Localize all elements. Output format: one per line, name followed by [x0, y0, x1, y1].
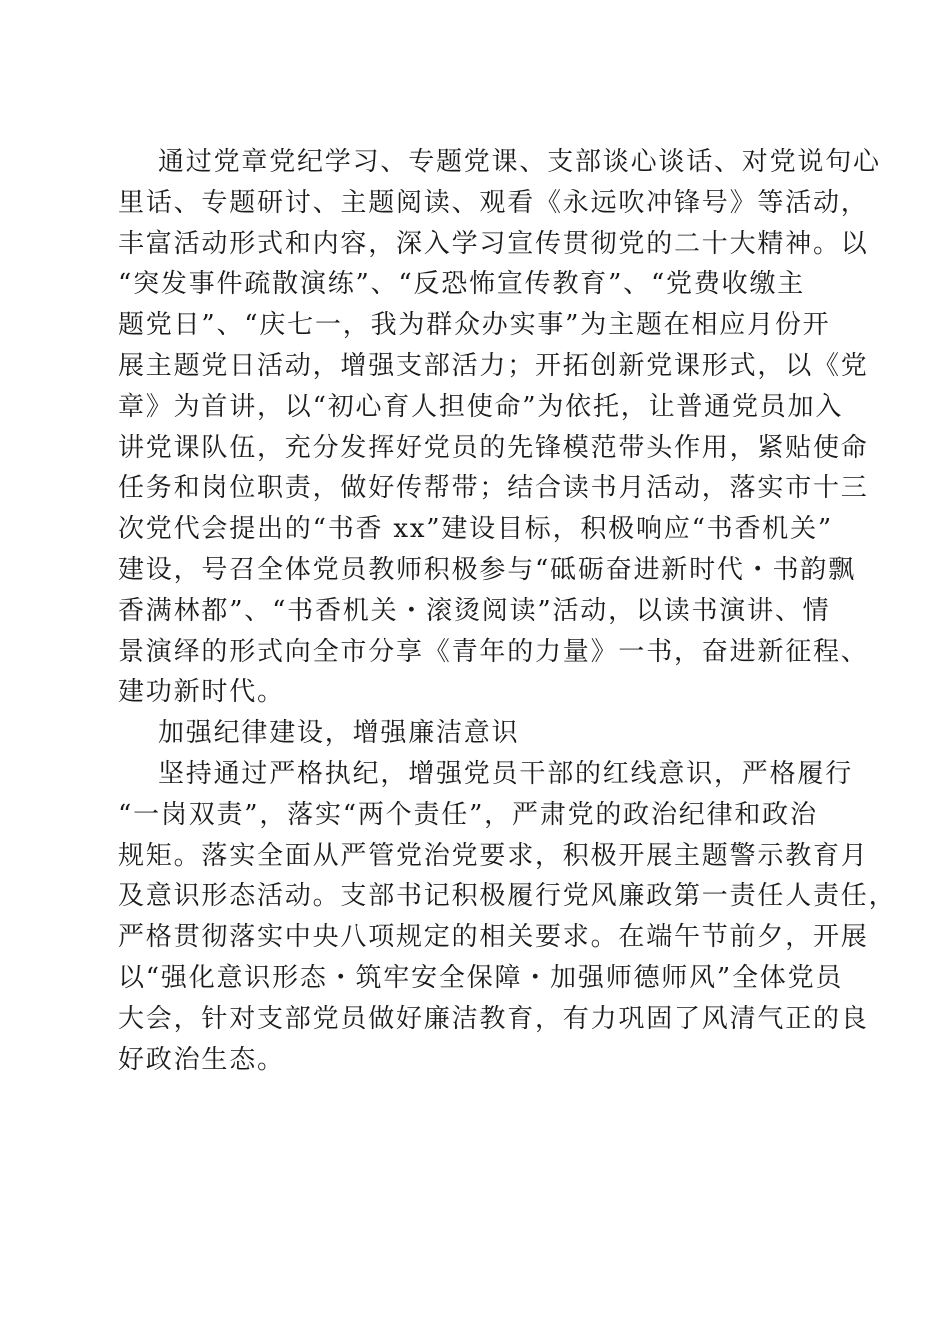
paragraph-line: 严格贯彻落实中央八项规定的相关要求。在端午节前夕，开展: [118, 922, 869, 953]
paragraph-line: 通过党章党纪学习、专题党课、支部谈心谈话、对党说句心: [158, 147, 881, 177]
paragraph-line: “突发事件疏散演练”、“反恐怖宣传教育”、“党费收缴主: [118, 269, 806, 300]
paragraph-line: “一岗双责”，落实“两个责任”，严肃党的政治纪律和政治: [118, 799, 818, 830]
paragraph-line: 里话、专题研讨、主题阅读、观看《永远吹冲锋号》等活动，: [118, 187, 869, 218]
paragraph-line: 坚持通过严格执纪，增强党员干部的红线意识，严格履行: [158, 758, 854, 789]
paragraph-activities: [118, 142, 881, 713]
paragraph-line: 次党代会提出的“书香 xx”建设目标，积极响应“书香机关”: [118, 514, 833, 545]
paragraph-line: 题党日”、“庆七一，我为群众办实事”为主题在相应月份开: [118, 310, 831, 341]
paragraph-line: 好政治生态。: [118, 1044, 285, 1075]
paragraph-line: 讲党课队伍，充分发挥好党员的先锋模范带头作用，紧贴使命: [118, 432, 869, 463]
paragraph-line: 香满林都”、“书香机关・滚烫阅读”活动，以读书演讲、情: [118, 595, 831, 626]
paragraph-line: 任务和岗位职责，做好传帮带；结合读书月活动，落实市十三: [118, 473, 869, 504]
paragraph-line: 及意识形态活动。支部书记积极履行党风廉政第一责任人责任，: [118, 881, 897, 912]
document-body: [118, 142, 897, 1080]
paragraph-line: 景演绎的形式向全市分享《青年的力量》一书，奋进新征程、: [118, 636, 869, 667]
paragraph-line: 丰富活动形式和内容，深入学习宣传贯彻党的二十大精神。以: [118, 228, 869, 259]
paragraph-line: 大会，针对支部党员做好廉洁教育，有力巩固了风清气正的良: [118, 1003, 869, 1034]
section-heading: 加强纪律建设，增强廉洁意识: [158, 718, 520, 749]
paragraph-line: 规矩。落实全面从严管党治党要求，积极开展主题警示教育月: [118, 840, 869, 871]
paragraph-line: 以“强化意识形态・筑牢安全保障・加强师德师风”全体党员: [118, 962, 844, 993]
paragraph-discipline: [118, 754, 897, 1080]
paragraph-line: 建功新时代。: [118, 677, 285, 708]
paragraph-line: 章》为首讲，以“初心育人担使命”为依托，让普通党员加入: [118, 391, 844, 422]
paragraph-line: 建设，号召全体党员教师积极参与“砥砺奋进新时代・书韵飘: [118, 554, 856, 585]
paragraph-line: 展主题党日活动，增强支部活力；开拓创新党课形式，以《党: [118, 350, 869, 381]
